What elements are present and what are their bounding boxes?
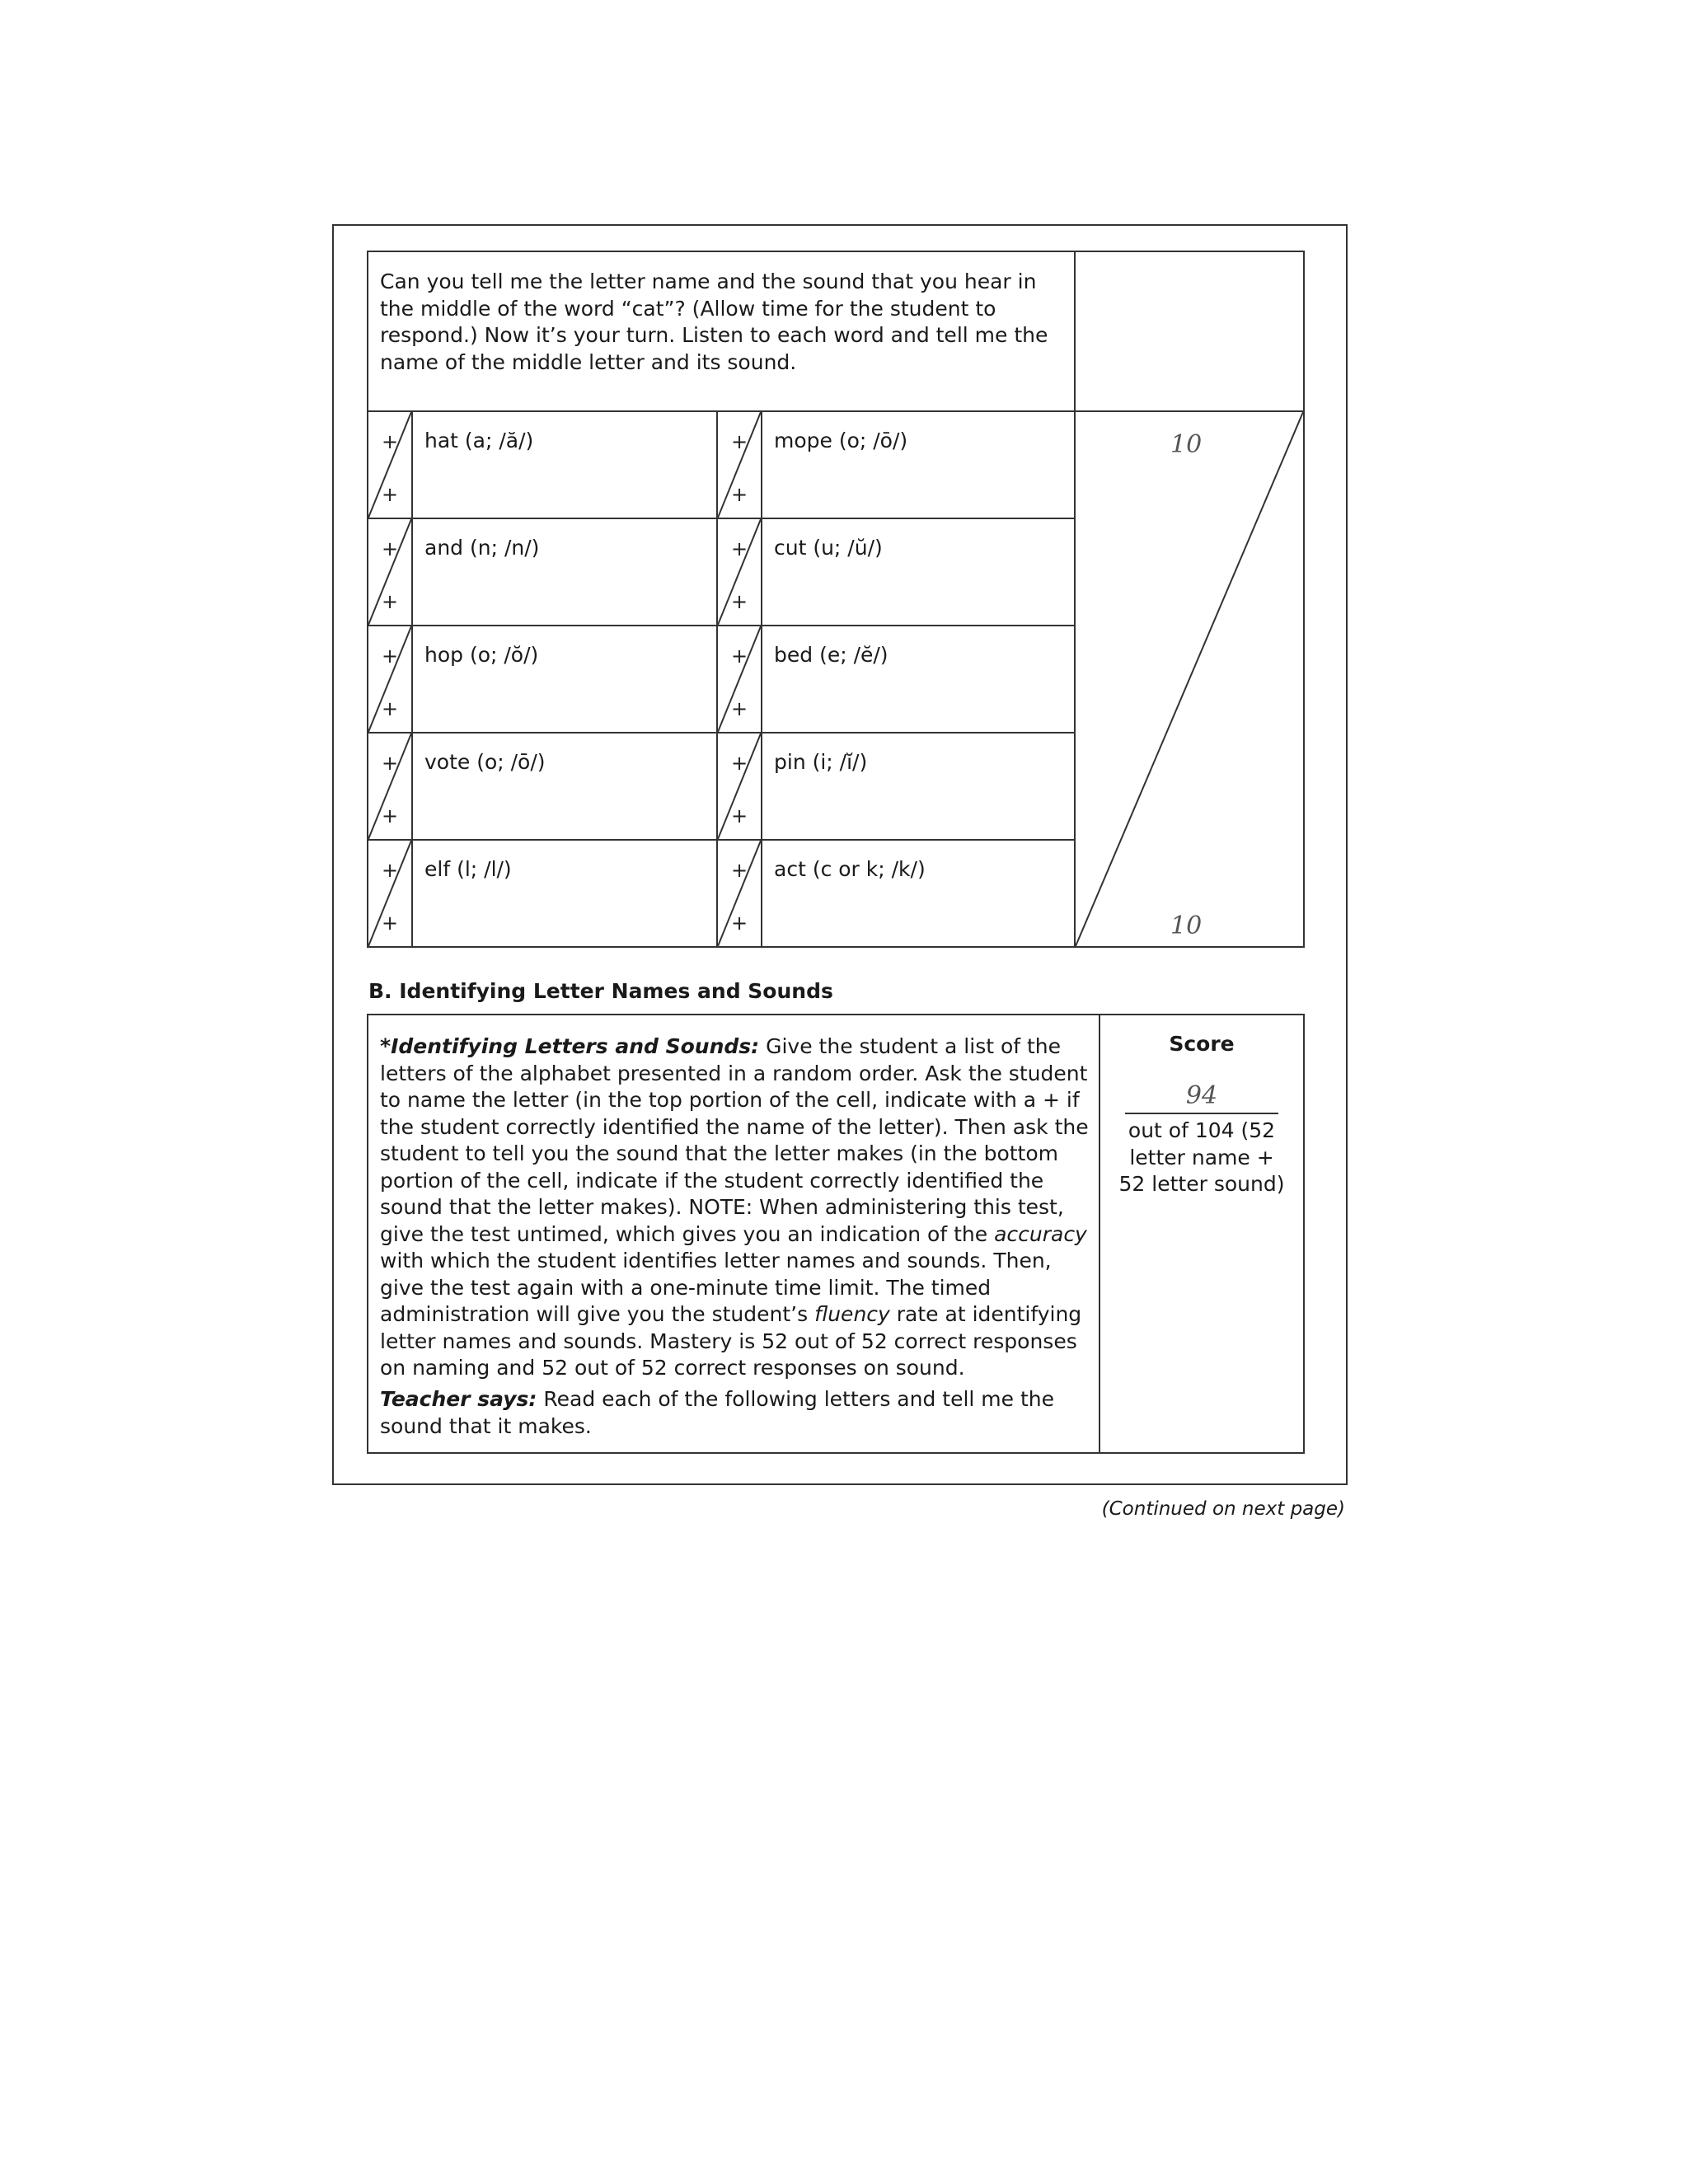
name-mark: + <box>731 859 748 882</box>
word-cell <box>761 732 1076 841</box>
name-mark: + <box>382 537 399 560</box>
name-mark: + <box>731 644 748 668</box>
score-a-top: 10 <box>1170 430 1203 459</box>
score-value: 94 <box>1185 1081 1218 1110</box>
score-diagonal <box>1076 412 1303 946</box>
mark-cell <box>367 410 413 519</box>
name-mark: + <box>382 859 399 882</box>
sound-mark: + <box>382 912 399 935</box>
teacher-says-paragraph <box>380 1386 1093 1440</box>
word-cell <box>411 518 718 626</box>
sound-mark: + <box>382 483 399 506</box>
mark-cell <box>367 839 413 948</box>
score-caption: out of 104 (52 letter name + 52 letter sound) <box>1118 1118 1285 1196</box>
instruction-score-cell <box>1074 251 1305 412</box>
mark-cell <box>716 518 762 626</box>
continued-note: (Continued on next page) <box>1101 1498 1345 1520</box>
section-b-lead: *Identifying Letters and Sounds: <box>380 1034 760 1058</box>
section-b-text-2: with which the student identifies letter names and sounds. Then, give the test again with a one-minute time limit. The timed administration will give you the student’s <box>380 1249 1052 1326</box>
word-cell <box>411 410 718 519</box>
name-mark: + <box>731 430 748 453</box>
word-cell <box>761 518 1076 626</box>
sound-mark: + <box>731 483 748 506</box>
section-b-text-3: rate at identifying letter names and sounds. Mastery is 52 out of 52 correct responses on naming and 52 out of 52 correct responses on sound. <box>380 1302 1082 1380</box>
word-cell <box>411 732 718 841</box>
mark-cell <box>716 732 762 841</box>
name-mark: + <box>731 537 748 560</box>
mark-cell <box>716 839 762 948</box>
word-item: act (c or k; /k/) <box>774 857 926 881</box>
word-cell <box>761 839 1076 948</box>
section-b-accuracy: accuracy <box>994 1221 1087 1246</box>
score-label: Score <box>1169 1032 1235 1056</box>
teacher-says-text: Read each of the following letters and tell me the sound that it makes. <box>380 1387 1054 1438</box>
section-b-instruction-cell <box>367 1014 1100 1454</box>
name-mark: + <box>382 644 399 668</box>
word-item: elf (l; /l/) <box>424 857 512 881</box>
section-b-paragraph <box>380 1033 1093 1382</box>
sound-mark: + <box>731 912 748 935</box>
name-mark: + <box>731 752 748 775</box>
section-b-fluency: fluency <box>814 1302 890 1326</box>
word-item: hat (a; /ă/) <box>424 429 534 452</box>
sound-mark: + <box>731 697 748 720</box>
sound-mark: + <box>382 590 399 613</box>
section-b-score-cell <box>1099 1014 1305 1454</box>
mark-cell <box>367 518 413 626</box>
word-cell <box>411 625 718 733</box>
word-cell <box>761 625 1076 733</box>
word-cell <box>411 839 718 948</box>
sound-mark: + <box>382 697 399 720</box>
teacher-says-label: Teacher says: <box>380 1387 537 1411</box>
word-item: bed (e; /ĕ/) <box>774 643 889 667</box>
section-b-heading: B. Identifying Letter Names and Sounds <box>368 979 833 1003</box>
mark-cell <box>367 625 413 733</box>
word-item: pin (i; /ĭ/) <box>774 750 868 774</box>
sound-mark: + <box>382 804 399 827</box>
instruction-text: Can you tell me the letter name and the sound that you hear in the middle of the word “cat”? (Allow time for the student to respond.) Now it’s your turn. Listen to each word and tell me the name of the middle letter and its sound. <box>380 269 1048 374</box>
name-mark: + <box>382 430 399 453</box>
word-cell <box>761 410 1076 519</box>
word-item: mope (o; /ō/) <box>774 429 908 452</box>
score-a-bottom: 10 <box>1170 912 1203 940</box>
score-underline <box>1125 1113 1278 1114</box>
sound-mark: + <box>731 804 748 827</box>
mark-cell <box>367 732 413 841</box>
section-b-text-1: Give the student a list of the letters of the alphabet presented in a random order. Ask the student to name the letter (in the top portion of the cell, indicate with a + if the student correctly identified the name of the letter). Then ask the student to tell you the sound that the letter makes (in the bottom portion of the cell, indicate if the student correctly identified the sound that the letter makes). NOTE: When administering this test, give the test untimed, which gives you an indication of the <box>380 1034 1089 1246</box>
sound-mark: + <box>731 590 748 613</box>
mark-cell <box>716 625 762 733</box>
word-item: vote (o; /ō/) <box>424 750 546 774</box>
word-item: hop (o; /ŏ/) <box>424 643 539 667</box>
word-item: and (n; /n/) <box>424 536 540 560</box>
score-column-a <box>1074 410 1305 948</box>
mark-cell <box>716 410 762 519</box>
instruction-cell <box>367 251 1076 412</box>
name-mark: + <box>382 752 399 775</box>
word-item: cut (u; /ŭ/) <box>774 536 883 560</box>
